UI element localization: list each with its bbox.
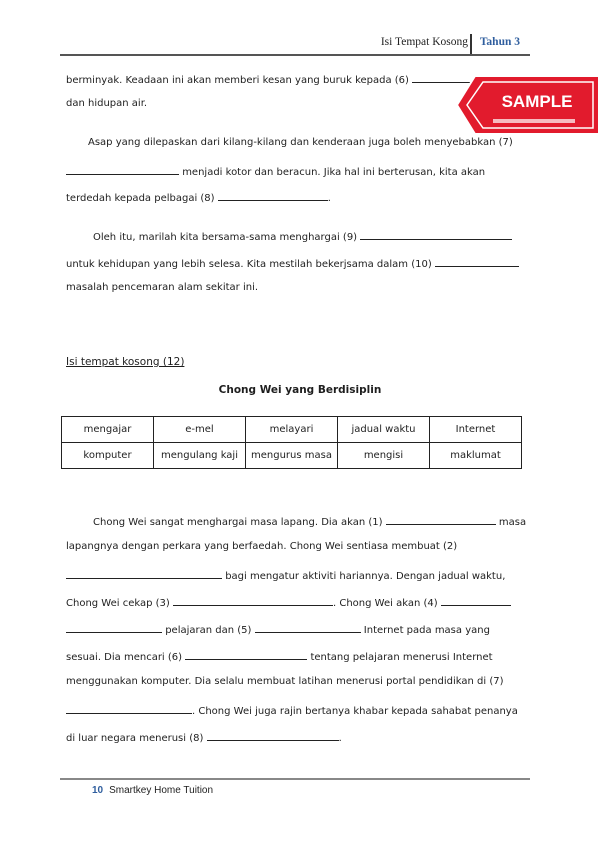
page-header [60, 34, 530, 56]
passage2-line-7 [66, 676, 503, 687]
passage1-line-4 [66, 164, 485, 178]
word-bank-table [61, 416, 522, 469]
passage1-line-7 [66, 256, 519, 270]
answer-blank-7[interactable] [66, 164, 179, 175]
word-cell: mengisi [338, 443, 430, 469]
period: . [327, 193, 331, 204]
passage1-text-2: dan hidupan air. [66, 98, 148, 109]
page-number: 10 [92, 785, 104, 796]
passage1-text-3: Asap yang dilepaskan dari kilang-kilang dan kenderaan juga boleh menyebabkan (7) [88, 137, 513, 148]
passage2-line-9 [66, 730, 342, 744]
passage1-text-5: terdedah kepada pelbagai (8) [66, 193, 215, 204]
header-rule [60, 54, 530, 56]
word-cell: mengajar [62, 417, 154, 443]
passage2-text-1b: masa [498, 517, 527, 528]
word-cell: e-mel [154, 417, 246, 443]
table-row [62, 417, 522, 443]
passage1-line-6 [93, 229, 512, 243]
page-footer [92, 785, 213, 796]
word-cell: mengurus masa [246, 443, 338, 469]
period: . [338, 733, 342, 744]
passage2-text-9: di luar negara menerusi (8) [66, 733, 204, 744]
word-cell: mengulang kaji [154, 443, 246, 469]
header-separator [470, 34, 472, 54]
passage1-line-8 [66, 282, 258, 293]
passage2-text-1: Chong Wei sangat menghargai masa lapang. Dia akan (1) [93, 517, 383, 528]
passage1-text-7: untuk kehidupan yang lebih selesa. Kita mestilah bekerjsama dalam (10) [66, 259, 432, 270]
passage2-text-2: lapangnya dengan perkara yang berfaedah. Chong Wei sentiasa membuat (2) [66, 541, 458, 552]
section-heading: Isi tempat kosong (12) [66, 356, 185, 368]
answer-blank-4[interactable] [441, 595, 511, 606]
answer-blank-3[interactable] [173, 595, 333, 606]
passage1-line-3 [88, 137, 513, 148]
answer-blank-8b[interactable] [207, 730, 339, 741]
footer-rule [60, 778, 530, 780]
answer-blank-5[interactable] [255, 622, 361, 633]
answer-blank-10[interactable] [435, 256, 519, 267]
answer-blank-8[interactable] [218, 190, 328, 201]
word-cell: melayari [246, 417, 338, 443]
passage2-line-8 [66, 703, 518, 717]
passage2-text-4: Chong Wei cekap (3) [66, 598, 170, 609]
answer-blank-6b[interactable] [185, 649, 307, 660]
passage1-text-1: berminyak. Keadaan ini akan memberi kesan yang buruk kepada (6) [66, 75, 409, 86]
table-row [62, 443, 522, 469]
passage2-text-4b: . Chong Wei akan (4) [333, 598, 438, 609]
passage2-line-4 [66, 595, 511, 609]
word-cell: maklumat [430, 443, 522, 469]
passage2-line-2 [66, 541, 457, 552]
passage2-line-1 [93, 514, 526, 528]
word-cell: Internet [430, 417, 522, 443]
header-year: Tahun 3 [479, 36, 520, 48]
passage2-text-3: bagi mengatur aktiviti hariannya. Dengan jadual waktu, [225, 571, 506, 582]
answer-blank-9[interactable] [360, 229, 512, 240]
passage1-line-5 [66, 190, 331, 204]
story-title: Chong Wei yang Berdisiplin [218, 384, 382, 396]
header-title: Isi Tempat Kosong [380, 36, 468, 48]
passage2-text-6: sesuai. Dia mencari (6) [66, 652, 183, 663]
passage2-line-5 [66, 622, 490, 636]
passage2-text-5: pelajaran dan (5) [165, 625, 252, 636]
passage1-line-1 [66, 72, 472, 86]
answer-blank-2[interactable] [66, 568, 222, 579]
footer-label: Smartkey Home Tuition [109, 785, 214, 796]
word-cell: jadual waktu [338, 417, 430, 443]
passage2-line-6 [66, 649, 493, 663]
passage1-line-2 [66, 98, 147, 109]
passage2-text-8: . Chong Wei juga rajin bertanya khabar kepada sahabat penanya [192, 706, 518, 717]
passage1-text-6: Oleh itu, marilah kita bersama-sama menghargai (9) [93, 232, 358, 243]
passage1-text-4: menjadi kotor dan beracun. Jika hal ini berterusan, kita akan [182, 167, 486, 178]
answer-blank-7b[interactable] [66, 703, 192, 714]
passage1-text-8: masalah pencemaran alam sekitar ini. [66, 282, 259, 293]
passage2-text-6b: tentang pelajaran menerusi Internet [310, 652, 493, 663]
passage2-line-3 [66, 568, 505, 582]
word-cell: komputer [62, 443, 154, 469]
answer-blank-4-cont[interactable] [66, 622, 162, 633]
sample-stamp-label: SAMPLE [501, 92, 573, 111]
passage2-text-5b: Internet pada masa yang [363, 625, 490, 636]
answer-blank-1[interactable] [386, 514, 496, 525]
passage2-text-7: menggunakan komputer. Dia selalu membuat latihan menerusi portal pendidikan di (7) [66, 676, 504, 687]
